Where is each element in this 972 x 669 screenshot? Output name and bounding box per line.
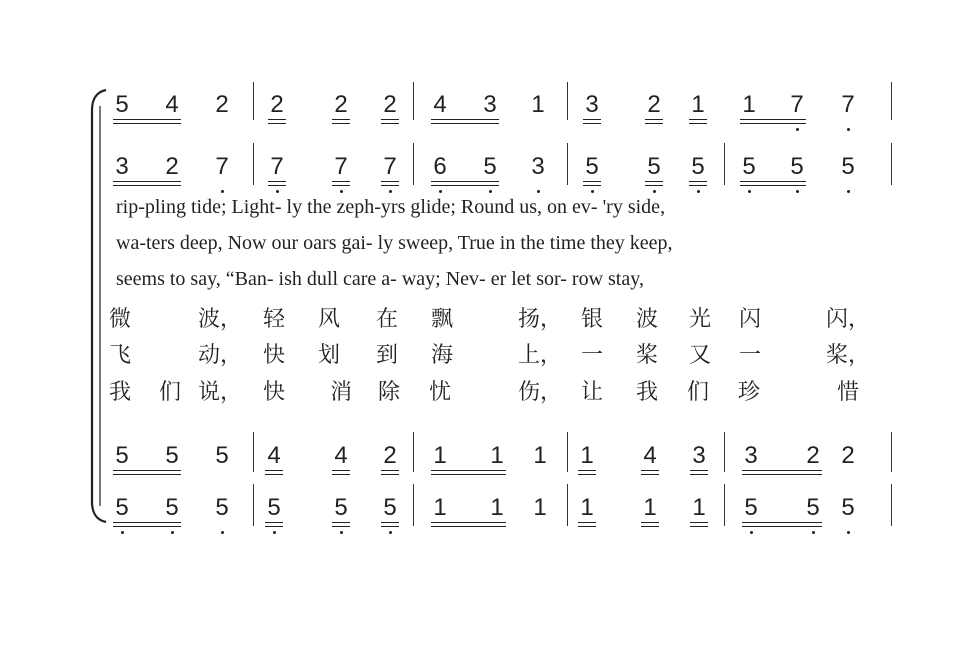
note: 3 <box>692 442 706 469</box>
note: 5 <box>215 442 229 469</box>
chinese-lyric-char: 桨 <box>635 343 659 368</box>
beam-line <box>742 526 822 527</box>
barline <box>253 82 254 120</box>
note: 1 <box>433 442 447 469</box>
beam-line <box>332 119 350 120</box>
beam-line <box>431 185 499 186</box>
beam-line <box>740 123 806 124</box>
barline <box>567 82 568 120</box>
beam-line <box>381 474 399 475</box>
chinese-lyric-char: 珍 <box>737 380 761 405</box>
chinese-lyric-char: 快 <box>262 380 286 405</box>
barline <box>413 484 414 526</box>
chinese-lyric-char: 风 <box>317 307 341 332</box>
beam-line <box>583 119 601 120</box>
octave-dot <box>748 190 751 193</box>
beam-line <box>431 526 506 527</box>
chinese-lyric-char: 快 <box>262 343 286 368</box>
beam-line <box>381 185 399 186</box>
chinese-lyric-char: 闪 <box>738 307 762 332</box>
beam-line <box>583 123 601 124</box>
note: 2 <box>841 442 855 469</box>
octave-dot <box>591 190 594 193</box>
note: 4 <box>267 442 281 469</box>
octave-dot <box>796 128 799 131</box>
beam-line <box>583 185 601 186</box>
note: 7 <box>215 153 229 180</box>
beam-line <box>431 181 499 182</box>
beam-line <box>431 522 506 523</box>
beam-line <box>689 181 707 182</box>
beam-line <box>645 181 663 182</box>
chinese-lyric-char: 让 <box>580 380 604 405</box>
note: 1 <box>692 494 706 521</box>
note: 7 <box>334 153 348 180</box>
chinese-lyric-char: 飞 <box>108 343 132 368</box>
beam-line <box>268 119 286 120</box>
barline <box>567 143 568 185</box>
beam-line <box>332 185 350 186</box>
beam-line <box>381 470 399 471</box>
note: 4 <box>165 91 179 118</box>
note: 5 <box>841 494 855 521</box>
beam-line <box>431 470 506 471</box>
note: 7 <box>841 91 855 118</box>
octave-dot <box>489 190 492 193</box>
octave-dot <box>847 531 850 534</box>
chinese-lyric-char: 又 <box>688 343 712 368</box>
note: 4 <box>433 91 447 118</box>
octave-dot <box>389 190 392 193</box>
note: 5 <box>334 494 348 521</box>
note: 1 <box>533 442 547 469</box>
beam-line <box>332 123 350 124</box>
barline <box>413 432 414 472</box>
beam-line <box>113 522 181 523</box>
beam-line <box>690 474 708 475</box>
barline <box>253 432 254 472</box>
octave-dot <box>340 190 343 193</box>
octave-dot <box>121 531 124 534</box>
note: 1 <box>490 442 504 469</box>
octave-dot <box>750 531 753 534</box>
chinese-lyric-char: 波 <box>635 307 659 332</box>
beam-line <box>578 522 596 523</box>
octave-dot <box>340 531 343 534</box>
barline <box>724 143 725 185</box>
octave-dot <box>171 531 174 534</box>
beam-line <box>268 185 286 186</box>
note: 1 <box>643 494 657 521</box>
octave-dot <box>653 190 656 193</box>
note: 2 <box>383 91 397 118</box>
beam-line <box>113 119 181 120</box>
beam-line <box>381 181 399 182</box>
barline <box>891 484 892 526</box>
chinese-lyric-char: 扬， <box>517 307 563 332</box>
beam-line <box>742 522 822 523</box>
beam-line <box>113 185 181 186</box>
note: 5 <box>841 153 855 180</box>
note: 2 <box>383 442 397 469</box>
beam-line <box>268 123 286 124</box>
note: 5 <box>790 153 804 180</box>
barline <box>724 432 725 472</box>
lyric-line-3: seems to say, “Ban- ish dull care a- way; Nev- er let sor- row stay, <box>116 268 644 290</box>
beam-line <box>740 119 806 120</box>
octave-dot <box>221 190 224 193</box>
chinese-lyric-char: 光 <box>688 307 712 332</box>
chinese-lyric-char: 说， <box>197 380 243 405</box>
beam-line <box>431 119 499 120</box>
barline <box>891 432 892 472</box>
note: 5 <box>483 153 497 180</box>
beam-line <box>742 470 822 471</box>
beam-line <box>641 470 659 471</box>
beam-line <box>641 474 659 475</box>
beam-line <box>265 526 283 527</box>
note: 7 <box>383 153 397 180</box>
octave-dot <box>276 190 279 193</box>
note: 1 <box>533 494 547 521</box>
note: 5 <box>744 494 758 521</box>
note: 5 <box>742 153 756 180</box>
beam-line <box>645 185 663 186</box>
note: 5 <box>267 494 281 521</box>
chinese-lyric-char: 动， <box>197 343 243 368</box>
barline <box>253 484 254 526</box>
beam-line <box>431 123 499 124</box>
note: 1 <box>580 494 594 521</box>
note: 3 <box>531 153 545 180</box>
beam-line <box>113 181 181 182</box>
octave-dot <box>221 531 224 534</box>
beam-line <box>332 474 350 475</box>
barline <box>891 82 892 120</box>
barline <box>253 143 254 185</box>
octave-dot <box>537 190 540 193</box>
beam-line <box>381 522 399 523</box>
chinese-lyric-char: 除 <box>377 380 401 405</box>
beam-line <box>690 470 708 471</box>
note: 2 <box>270 91 284 118</box>
beam-line <box>583 181 601 182</box>
beam-line <box>265 474 283 475</box>
chinese-lyric-char: 微 <box>108 307 132 332</box>
beam-line <box>265 470 283 471</box>
barline <box>567 484 568 526</box>
chinese-lyric-char: 一 <box>738 343 762 368</box>
note: 1 <box>490 494 504 521</box>
note: 5 <box>165 442 179 469</box>
chinese-lyric-char: 轻 <box>262 307 286 332</box>
chinese-lyric-char: 惜 <box>836 380 860 405</box>
beam-line <box>689 119 707 120</box>
note: 3 <box>115 153 129 180</box>
beam-line <box>332 522 350 523</box>
beam-line <box>689 185 707 186</box>
chinese-lyric-char: 在 <box>375 307 399 332</box>
beam-line <box>265 522 283 523</box>
barline <box>724 484 725 526</box>
chinese-lyric-char: 上， <box>517 343 563 368</box>
lyric-line-2: wa-ters deep, Now our oars gai- ly sweep, True in the time they keep, <box>116 232 673 254</box>
note: 4 <box>643 442 657 469</box>
beam-line <box>113 123 181 124</box>
note: 5 <box>115 494 129 521</box>
note: 3 <box>483 91 497 118</box>
note: 5 <box>585 153 599 180</box>
barline <box>413 82 414 120</box>
beam-line <box>641 526 659 527</box>
beam-line <box>113 470 181 471</box>
note: 5 <box>115 442 129 469</box>
chinese-lyric-char: 们 <box>158 380 182 405</box>
beam-line <box>381 526 399 527</box>
octave-dot <box>389 531 392 534</box>
barline <box>567 432 568 472</box>
beam-line <box>641 522 659 523</box>
beam-line <box>645 123 663 124</box>
octave-dot <box>847 190 850 193</box>
chinese-lyric-char: 闪， <box>825 307 871 332</box>
note: 2 <box>165 153 179 180</box>
octave-dot <box>439 190 442 193</box>
octave-dot <box>796 190 799 193</box>
beam-line <box>113 526 181 527</box>
chinese-lyric-char: 们 <box>686 380 710 405</box>
beam-line <box>740 181 806 182</box>
octave-dot <box>273 531 276 534</box>
beam-line <box>268 181 286 182</box>
beam-line <box>381 123 399 124</box>
chinese-lyric-char: 波， <box>197 307 243 332</box>
beam-line <box>690 522 708 523</box>
note: 6 <box>433 153 447 180</box>
note: 5 <box>691 153 705 180</box>
lyric-line-1: rip-pling tide; Light- ly the zeph-yrs glide; Round us, on ev- 'ry side, <box>116 196 666 218</box>
beam-line <box>381 119 399 120</box>
octave-dot <box>697 190 700 193</box>
chinese-lyric-char: 一 <box>580 343 604 368</box>
note: 2 <box>215 91 229 118</box>
beam-line <box>740 185 806 186</box>
chinese-lyric-char: 划 <box>317 343 341 368</box>
chinese-lyric-char: 忧 <box>428 380 452 405</box>
note: 1 <box>531 91 545 118</box>
note: 5 <box>165 494 179 521</box>
beam-line <box>690 526 708 527</box>
note: 4 <box>334 442 348 469</box>
note: 5 <box>647 153 661 180</box>
beam-line <box>332 470 350 471</box>
note: 1 <box>580 442 594 469</box>
octave-dot <box>847 128 850 131</box>
beam-line <box>578 470 596 471</box>
note: 5 <box>383 494 397 521</box>
chinese-lyric-char: 到 <box>375 343 399 368</box>
chinese-lyric-char: 银 <box>580 307 604 332</box>
note: 2 <box>334 91 348 118</box>
chinese-lyric-char: 伤， <box>517 380 563 405</box>
beam-line <box>332 181 350 182</box>
beam-line <box>113 474 181 475</box>
note: 5 <box>806 494 820 521</box>
beam-line <box>645 119 663 120</box>
beam-line <box>578 474 596 475</box>
chinese-lyric-char: 海 <box>430 343 454 368</box>
barline <box>891 143 892 185</box>
note: 1 <box>433 494 447 521</box>
note: 3 <box>585 91 599 118</box>
beam-line <box>578 526 596 527</box>
beam-line <box>431 474 506 475</box>
note: 5 <box>115 91 129 118</box>
chinese-lyric-char: 我 <box>635 380 659 405</box>
beam-line <box>742 474 822 475</box>
barline <box>413 143 414 185</box>
chinese-lyric-char: 飘 <box>430 307 454 332</box>
note: 5 <box>215 494 229 521</box>
note: 2 <box>647 91 661 118</box>
note: 7 <box>790 91 804 118</box>
octave-dot <box>812 531 815 534</box>
beam-line <box>332 526 350 527</box>
note: 7 <box>270 153 284 180</box>
beam-line <box>689 123 707 124</box>
chinese-lyric-char: 桨， <box>825 343 871 368</box>
chinese-lyric-char: 消 <box>329 380 353 405</box>
system-brace <box>84 86 114 526</box>
chinese-lyric-char: 我 <box>108 380 132 405</box>
note: 3 <box>744 442 758 469</box>
note: 2 <box>806 442 820 469</box>
note: 1 <box>742 91 756 118</box>
note: 1 <box>691 91 705 118</box>
